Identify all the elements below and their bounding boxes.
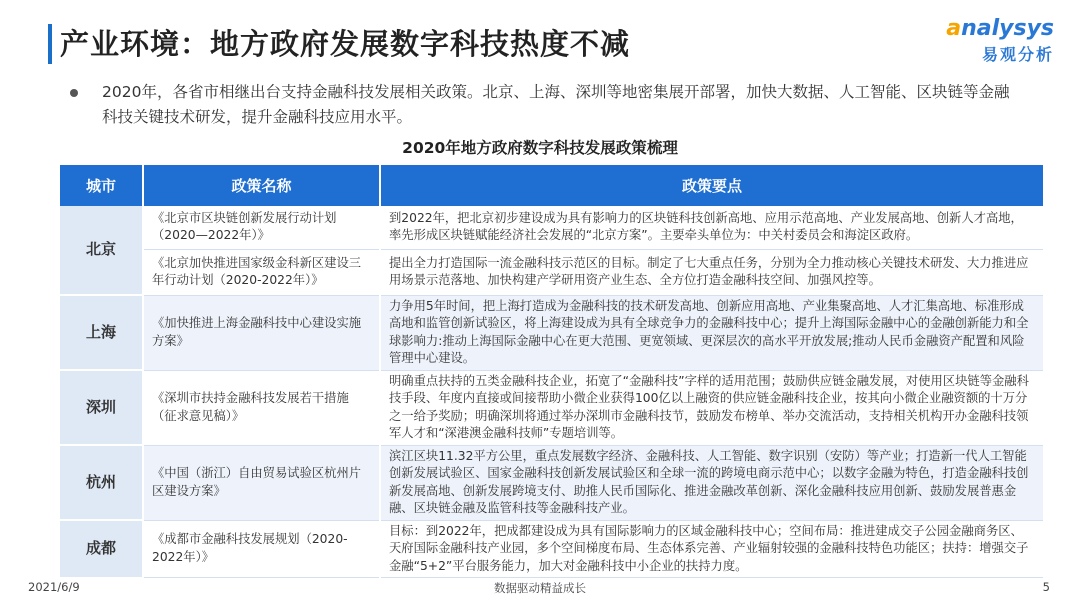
city-cell-chengdu: 成都 — [60, 520, 143, 578]
policy-key-cell: 到2022年，把北京初步建设成为具有影响力的区块链科技创新高地、应用示范高地、产业发展高地、创新人才高地，率先形成区块链赋能经济社会发展的“北京方案”。主要牵头单位为：中关村委员会和海淀区政府。 — [380, 206, 1043, 249]
logo-wordmark — [944, 16, 1054, 42]
page-number: 5 — [1042, 580, 1050, 594]
policy-name-cell: 《中国（浙江）自由贸易试验区杭州片区建设方案》 — [143, 445, 380, 520]
logo-wordmark-rest: nalysys — [961, 16, 1054, 41]
policy-name-cell: 《北京加快推进国家级金科新区建设三年行动计划（2020-2022年）》 — [143, 249, 380, 295]
table-row-beijing-1 — [60, 206, 1043, 249]
policy-key-cell: 明确重点扶持的五类金融科技企业，拓宽了“金融科技”字样的适用范围；鼓励供应链金融发展，对使用区块链等金融科技手段、年度内直接或间接帮助小微企业获得100亿以上融资的供应链金融科技企业，按其向小微企业融资额的十万分之一给予奖励；明确深圳将通过举办深圳市金融科技节，鼓励发布榜单、举办交流活动，支持相关机构开办金融科技领军人才和“深港澳金融科技师”专题培训等。 — [380, 370, 1043, 445]
table-row-shanghai — [60, 295, 1043, 370]
column-header-policy-name: 政策名称 — [143, 165, 380, 206]
logo-chinese-name: 易观分析 — [981, 45, 1054, 64]
table-row-hangzhou — [60, 445, 1043, 520]
table-header-row — [60, 165, 1043, 206]
city-cell-shanghai: 上海 — [60, 295, 143, 370]
page-title: 产业环境：地方政府发展数字科技热度不减 — [60, 27, 631, 61]
policy-name-cell: 《加快推进上海金融科技中心建设实施方案》 — [143, 295, 380, 370]
bullet-dot-icon — [70, 89, 78, 97]
footer-slogan: 数据驱动精益成长 — [494, 581, 586, 595]
policy-key-cell: 目标：到2022年，把成都建设成为具有国际影响力的区域金融科技中心；空间布局：推进建成交子公园金融商务区、天府国际金融科技产业园，多个空间梯度布局、生态体系完善、产业辐射较强的金融科技特色功能区；扶持：增强交子金融“5+2”平台服务能力，加大对金融科技中小企业的扶持力度。 — [380, 520, 1043, 578]
policy-name-cell: 《深圳市扶持金融科技发展若干措施（征求意见稿）》 — [143, 370, 380, 445]
policy-key-cell: 提出全力打造国际一流金融科技示范区的目标。制定了七大重点任务，分别为全力推动核心关键技术研发、大力推进应用场景示范落地、加快构建产学研用资产业生态、全方位打造金融科技空间、加强风控等。 — [380, 249, 1043, 295]
city-cell-hangzhou: 杭州 — [60, 445, 143, 520]
logo-mark-letter: a — [946, 16, 962, 41]
policy-key-cell: 滨江区块11.32平方公里，重点发展数字经济、金融科技、人工智能、数字识别（安防）等产业；打造新一代人工智能创新发展试验区、国家金融科技创新发展试验区和全球一流的跨境电商示范中心；以数字金融为特色，打造金融科技创新发展高地、创新发展跨境支付、助推人民币国际化、推进金融改革创新、深化金融科技应用创新、鼓励发展普惠金融、区块链金融及监管科技等金融科技产业。 — [380, 445, 1043, 520]
city-cell-beijing: 北京 — [60, 206, 143, 295]
column-header-city: 城市 — [60, 165, 143, 206]
table-row-beijing-2 — [60, 249, 1043, 295]
analysys-logo — [944, 16, 1054, 66]
column-header-policy-key-points: 政策要点 — [380, 165, 1043, 206]
table-row-shenzhen — [60, 370, 1043, 445]
policy-table — [60, 165, 1043, 579]
city-cell-shenzhen: 深圳 — [60, 370, 143, 445]
summary-bullet-text: 2020年，各省市相继出台支持金融科技发展相关政策。北京、上海、深圳等地密集展开部署，加快大数据、人工智能、区块链等金融科技关键技术研发，提升金融科技应用水平。 — [102, 83, 1010, 126]
footer-date: 2021/6/9 — [28, 580, 80, 594]
policy-name-cell: 《成都市金融科技发展规划（2020-2022年）》 — [143, 520, 380, 578]
table-title: 2020年地方政府数字科技发展政策梳理 — [402, 139, 678, 157]
policy-key-cell: 力争用5年时间，把上海打造成为金融科技的技术研发高地、创新应用高地、产业集聚高地、人才汇集高地、标准形成高地和监管创新试验区，将上海建设成为具有全球竞争力的金融科技中心；提升上海国际金融中心的金融创新能力和全球影响力:推动上海国际金融中心在更大范围、更宽领域、更深层次的高水平开放发展;推动人民币金融资产配置和风险管理中心建设。 — [380, 295, 1043, 370]
title-accent-bar — [48, 24, 52, 64]
policy-name-cell: 《北京市区块链创新发展行动计划（2020—2022年）》 — [143, 206, 380, 249]
table-row-chengdu — [60, 520, 1043, 578]
